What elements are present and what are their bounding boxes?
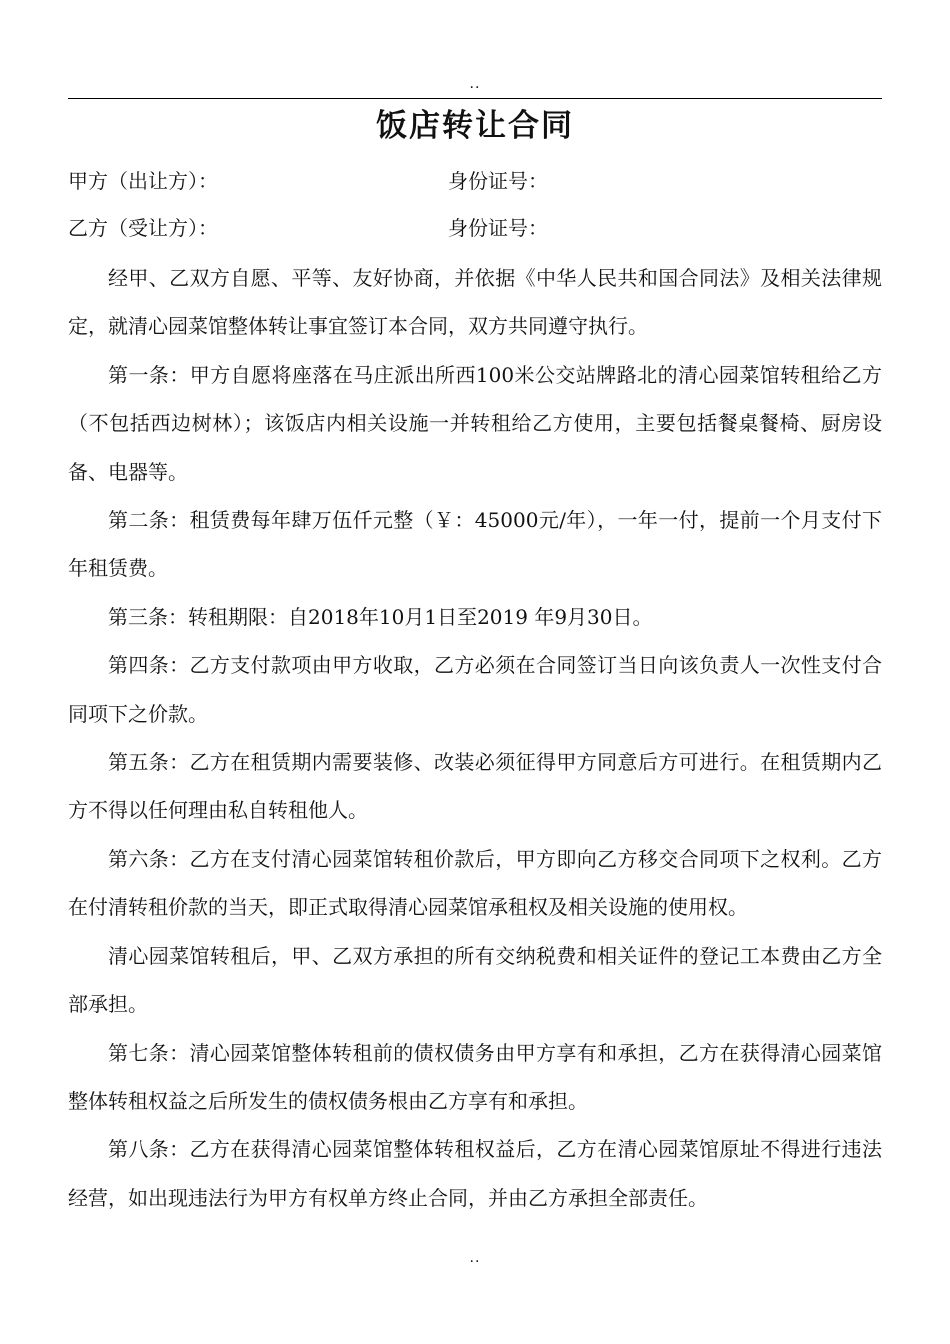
- paragraph-article-8: 第八条：乙方在获得清心园菜馆整体转租权益后，乙方在清心园菜馆原址不得进行违法经营，如出现违法行为甲方有权单方终止合同，并由乙方承担全部责任。: [68, 1137, 882, 1210]
- footer-mark: ..: [469, 1250, 481, 1266]
- page-title: 饭店转让合同: [376, 108, 574, 144]
- header-mark: ..: [469, 76, 481, 92]
- paragraph-article-4: 第四条：乙方支付款项由甲方收取，乙方必须在合同签订当日向该负责人一次性支付合同项下之价款。: [68, 653, 882, 726]
- contract-body: [68, 254, 882, 1222]
- paragraph-article-1: 第一条：甲方自愿将座落在马庄派出所西100米公交站牌路北的清心园菜馆转租给乙方（不包括西边树林）；该饭店内相关设施一并转租给乙方使用，主要包括餐桌餐椅、厨房设备、电器等。: [68, 362, 882, 484]
- party-a-row: [68, 166, 882, 196]
- paragraph-preamble: 经甲、乙双方自愿、平等、友好协商，并依据《中华人民共和国合同法》及相关法律规定，就清心园菜馆整体转让事宜签订本合同，双方共同遵守执行。: [68, 266, 882, 339]
- party-b-id-label: 身份证号：: [448, 216, 548, 240]
- party-b-row: [68, 213, 882, 243]
- party-b-label: 乙方（受让方）：: [68, 216, 218, 240]
- paragraph-article-7: 第七条：清心园菜馆整体转租前的债权债务由甲方享有和承担，乙方在获得清心园菜馆整体转租权益之后所发生的债权债务根由乙方享有和承担。: [68, 1040, 882, 1113]
- party-a-label: 甲方（出让方）：: [68, 169, 218, 193]
- paragraph-article-6-supplement: 清心园菜馆转租后，甲、乙双方承担的所有交纳税费和相关证件的登记工本费由乙方全部承担。: [68, 943, 882, 1017]
- party-a-id-label: 身份证号：: [448, 169, 548, 193]
- paragraph-article-2: 第二条：租赁费每年肆万伍仟元整（￥：45000元/年），一年一付，提前一个月支付下年租赁费。: [68, 508, 882, 581]
- header-rule: [68, 98, 882, 99]
- paragraph-article-6: 第六条：乙方在支付清心园菜馆转租价款后，甲方即向乙方移交合同项下之权利。乙方在付清转租价款的当天，即正式取得清心园菜馆承租权及相关设施的使用权。: [68, 846, 882, 920]
- paragraph-article-5: 第五条：乙方在租赁期内需要装修、改装必须征得甲方同意后方可进行。在租赁期内乙方不得以任何理由私自转租他人。: [68, 750, 882, 823]
- paragraph-article-3: 第三条：转租期限：自2018年10月1日至2019 年9月30日。: [108, 604, 653, 629]
